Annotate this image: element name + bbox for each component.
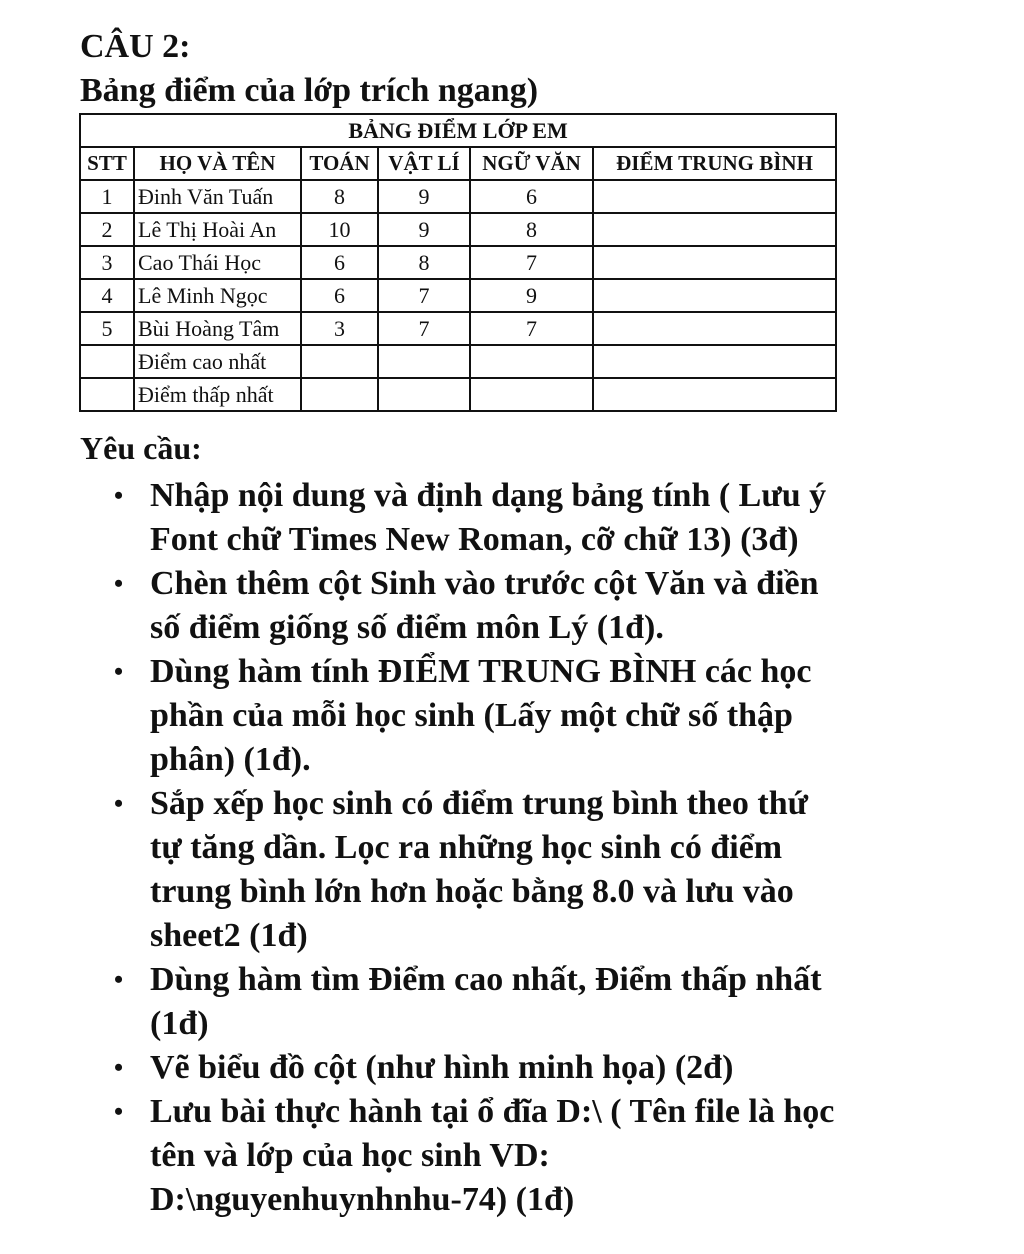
table-cell: 6: [301, 279, 378, 312]
table-cell: [470, 378, 593, 411]
table-cell: 4: [80, 279, 134, 312]
requirement-text: Nhập nội dung và định dạng bảng tính ( Lưu ý Font chữ Times New Roman, cỡ chữ 13) (3đ): [150, 477, 827, 558]
table-cell: 8: [470, 213, 593, 246]
table-cell: Điểm cao nhất: [134, 345, 301, 378]
column-header: TOÁN: [301, 147, 378, 180]
bullet-icon: •: [114, 1053, 124, 1082]
table-cell: Lê Thị Hoài An: [134, 213, 301, 246]
bullet-icon: •: [114, 965, 124, 994]
bullet-icon: •: [114, 569, 124, 598]
question-heading: CÂU 2:: [80, 28, 191, 65]
requirement-item: [112, 1090, 912, 1222]
table-cell: [593, 213, 836, 246]
table-row: [80, 279, 836, 312]
table-cell: 8: [301, 180, 378, 213]
column-header: ĐIỂM TRUNG BÌNH: [593, 147, 836, 180]
table-cell: [378, 378, 470, 411]
table-cell: [301, 345, 378, 378]
table-cell: 10: [301, 213, 378, 246]
requirement-item: [112, 958, 912, 1046]
table-cell: [593, 378, 836, 411]
table-cell: 5: [80, 312, 134, 345]
column-header: HỌ VÀ TÊN: [134, 147, 301, 180]
requirement-text: Sắp xếp học sinh có điểm trung bình theo thứ tự tăng dần. Lọc ra những học sinh có điểm trung bình lớn hơn hoặc bằng 8.0 và lưu vào sheet2 (1đ): [150, 785, 809, 954]
table-header-row: [80, 147, 836, 180]
table-cell: 7: [470, 246, 593, 279]
bullet-icon: •: [114, 481, 124, 510]
bullet-icon: •: [114, 657, 124, 686]
grade-table: [79, 113, 837, 412]
table-cell: [378, 345, 470, 378]
bullet-icon: •: [114, 789, 124, 818]
table-title-row: [80, 114, 836, 147]
table-cell: [470, 345, 593, 378]
summary-row: [80, 378, 836, 411]
requirement-text: Dùng hàm tìm Điểm cao nhất, Điểm thấp nhất (1đ): [150, 961, 822, 1042]
column-header: STT: [80, 147, 134, 180]
table-cell: 8: [378, 246, 470, 279]
requirement-item: [112, 474, 912, 562]
table-cell: Đinh Văn Tuấn: [134, 180, 301, 213]
requirement-item: [112, 562, 912, 650]
table-cell: [593, 180, 836, 213]
requirement-item: [112, 1046, 912, 1090]
table-cell: Lê Minh Ngọc: [134, 279, 301, 312]
table-cell: [593, 345, 836, 378]
table-cell: 3: [80, 246, 134, 279]
table-cell: 9: [378, 180, 470, 213]
requirement-text: Dùng hàm tính ĐIỂM TRUNG BÌNH các học phần của mỗi học sinh (Lấy một chữ số thập phân) (1đ).: [150, 653, 812, 778]
subtitle-heading: Bảng điểm của lớp trích ngang): [80, 72, 539, 109]
column-header: NGỮ VĂN: [470, 147, 593, 180]
bullet-icon: •: [114, 1097, 124, 1126]
table-cell: [80, 345, 134, 378]
table-cell: 1: [80, 180, 134, 213]
requirement-text: Chèn thêm cột Sinh vào trước cột Văn và điền số điểm giống số điểm môn Lý (1đ).: [150, 565, 819, 646]
table-row: [80, 213, 836, 246]
table-row: [80, 180, 836, 213]
column-header: VẬT LÍ: [378, 147, 470, 180]
summary-row: [80, 345, 836, 378]
table-cell: [80, 378, 134, 411]
table-cell: [301, 378, 378, 411]
requirement-text: Lưu bài thực hành tại ổ đĩa D:\ ( Tên file là học tên và lớp của học sinh VD: D:\nguyenhuynhnhu-74) (1đ): [150, 1093, 835, 1218]
table-cell: 3: [301, 312, 378, 345]
requirement-item: [112, 782, 912, 958]
table-cell: [593, 312, 836, 345]
table-cell: 6: [301, 246, 378, 279]
requirements-list: [112, 474, 912, 1222]
table-title: BẢNG ĐIỂM LỚP EM: [80, 114, 836, 147]
requirement-item: [112, 650, 912, 782]
table-row: [80, 246, 836, 279]
table-cell: 9: [470, 279, 593, 312]
table-cell: 2: [80, 213, 134, 246]
table-row: [80, 312, 836, 345]
table-cell: Bùi Hoàng Tâm: [134, 312, 301, 345]
table-body: [80, 180, 836, 411]
table-cell: 6: [470, 180, 593, 213]
table-cell: 7: [378, 279, 470, 312]
requirements-title: Yêu cầu:: [80, 430, 202, 466]
table-cell: Điểm thấp nhất: [134, 378, 301, 411]
table-cell: 7: [470, 312, 593, 345]
table-cell: 7: [378, 312, 470, 345]
requirement-text: Vẽ biểu đồ cột (như hình minh họa) (2đ): [150, 1049, 734, 1086]
table-cell: [593, 246, 836, 279]
table-cell: 9: [378, 213, 470, 246]
table-cell: [593, 279, 836, 312]
table-cell: Cao Thái Học: [134, 246, 301, 279]
